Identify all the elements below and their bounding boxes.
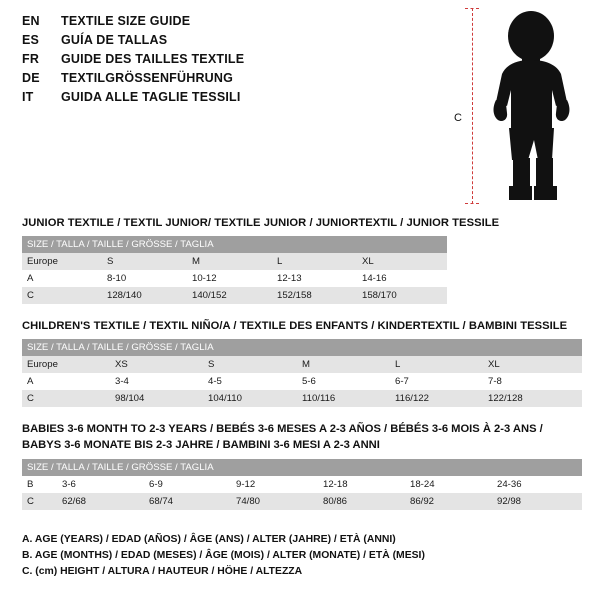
cell-value: 92/98 (497, 493, 582, 510)
table-row-header (22, 236, 447, 253)
cell-row-label: C (22, 390, 115, 407)
cell-value: 24-36 (497, 476, 582, 493)
header-title: TEXTILE SIZE GUIDE (61, 14, 191, 28)
table-row-header (22, 459, 582, 476)
cell-value: 10-12 (192, 270, 277, 287)
header-title: TEXTILGRÖSSENFÜHRUNG (61, 71, 234, 85)
cell-value: 116/122 (395, 390, 488, 407)
cell-value: 4-5 (208, 373, 302, 390)
table-junior (22, 236, 447, 304)
legend (22, 532, 582, 580)
cell-col-m: M (192, 253, 277, 270)
measure-label-c: C (454, 112, 462, 124)
cell-value: 86/92 (410, 493, 497, 510)
section-title-junior: JUNIOR TEXTILE / TEXTIL JUNIOR/ TEXTILE JUNIOR / JUNIORTEXTIL / JUNIOR TESSILE (22, 217, 500, 229)
cell-value: 128/140 (107, 287, 192, 304)
legend-line-b: B. AGE (MONTHS) / EDAD (MESES) / ÂGE (MOIS) / ALTER (MONATE) / ETÀ (MESI) (22, 550, 425, 561)
header-lang-code: IT (22, 90, 34, 104)
cell-value: 104/110 (208, 390, 302, 407)
table-header-sizes: SIZE / TALLA / TAILLE / GRÖSSE / TAGLIA (22, 236, 447, 253)
cell-col-xl: XL (488, 356, 582, 373)
table-row (22, 390, 582, 407)
cell-value: 6-9 (149, 476, 236, 493)
cell-value: 12-18 (323, 476, 410, 493)
table-children (22, 339, 582, 407)
cell-value: 98/104 (115, 390, 208, 407)
cell-value: 8-10 (107, 270, 192, 287)
cell-value: 80/86 (323, 493, 410, 510)
cell-row-label: A (22, 373, 115, 390)
cell-row-label: C (22, 287, 107, 304)
header-language-titles (22, 14, 422, 109)
measure-cap-top (465, 8, 479, 9)
cell-col-label: Europe (22, 253, 107, 270)
cell-value: 6-7 (395, 373, 488, 390)
legend-line-c: C. (cm) HEIGHT / ALTURA / HAUTEUR / HÖHE / ALTEZZA (22, 566, 303, 577)
section-title-children: CHILDREN'S TEXTILE / TEXTIL NIÑO/A / TEXTILE DES ENFANTS / KINDERTEXTIL / BAMBINI TESSILE (22, 320, 568, 332)
cell-value: 74/80 (236, 493, 323, 510)
cell-value: 9-12 (236, 476, 323, 493)
toddler-silhouette-icon (482, 10, 582, 206)
section-title-babies-line2: BABYS 3-6 MONATE BIS 2-3 JAHRE / BAMBINI 3-6 MESI A 2-3 ANNI (22, 439, 380, 451)
header-lang-code: EN (22, 14, 40, 28)
cell-col-s: S (208, 356, 302, 373)
header-title: GUÍA DE TALLAS (61, 33, 168, 47)
cell-col-l: L (395, 356, 488, 373)
header-lang-code: DE (22, 71, 40, 85)
header-title: GUIDE DES TAILLES TEXTILE (61, 52, 245, 66)
table-row (22, 493, 582, 510)
section-title-babies-line1: BABIES 3-6 MONTH TO 2-3 YEARS / BEBÉS 3-6 MESES A 2-3 AÑOS / BÉBÉS 3-6 MOIS À 2-3 ANS / (22, 423, 543, 435)
cell-col-xl: XL (362, 253, 447, 270)
cell-value: 12-13 (277, 270, 362, 287)
header-row (22, 14, 422, 33)
cell-value: 140/152 (192, 287, 277, 304)
cell-value: 110/116 (302, 390, 395, 407)
header-row (22, 52, 422, 71)
cell-value: 18-24 (410, 476, 497, 493)
measure-dashed-line (472, 8, 473, 204)
table-row (22, 287, 447, 304)
header-title: GUIDA ALLE TAGLIE TESSILI (61, 90, 241, 104)
cell-value: 62/68 (62, 493, 149, 510)
table-row (22, 476, 582, 493)
cell-value: 5-6 (302, 373, 395, 390)
table-row (22, 253, 447, 270)
cell-row-label: A (22, 270, 107, 287)
cell-value: 68/74 (149, 493, 236, 510)
table-header-sizes: SIZE / TALLA / TAILLE / GRÖSSE / TAGLIA (22, 459, 582, 476)
header-row (22, 71, 422, 90)
height-measure-figure (440, 8, 590, 208)
header-row (22, 33, 422, 52)
cell-value: 3-6 (62, 476, 149, 493)
table-row-header (22, 339, 582, 356)
table-header-sizes: SIZE / TALLA / TAILLE / GRÖSSE / TAGLIA (22, 339, 582, 356)
table-row (22, 356, 582, 373)
header-lang-code: FR (22, 52, 40, 66)
cell-value: 3-4 (115, 373, 208, 390)
cell-value: 158/170 (362, 287, 447, 304)
cell-row-label: B (22, 476, 62, 493)
header-row (22, 90, 422, 109)
header-lang-code: ES (22, 33, 40, 47)
cell-value: 152/158 (277, 287, 362, 304)
measure-cap-bottom (465, 203, 479, 204)
cell-col-s: S (107, 253, 192, 270)
table-babies (22, 459, 582, 510)
cell-value: 122/128 (488, 390, 582, 407)
cell-col-m: M (302, 356, 395, 373)
cell-value: 7-8 (488, 373, 582, 390)
table-row (22, 270, 447, 287)
table-row (22, 373, 582, 390)
cell-row-label: C (22, 493, 62, 510)
cell-value: 14-16 (362, 270, 447, 287)
cell-col-xs: XS (115, 356, 208, 373)
cell-col-l: L (277, 253, 362, 270)
legend-line-a: A. AGE (YEARS) / EDAD (AÑOS) / ÂGE (ANS) / ALTER (JAHRE) / ETÀ (ANNI) (22, 534, 396, 545)
cell-col-label: Europe (22, 356, 115, 373)
